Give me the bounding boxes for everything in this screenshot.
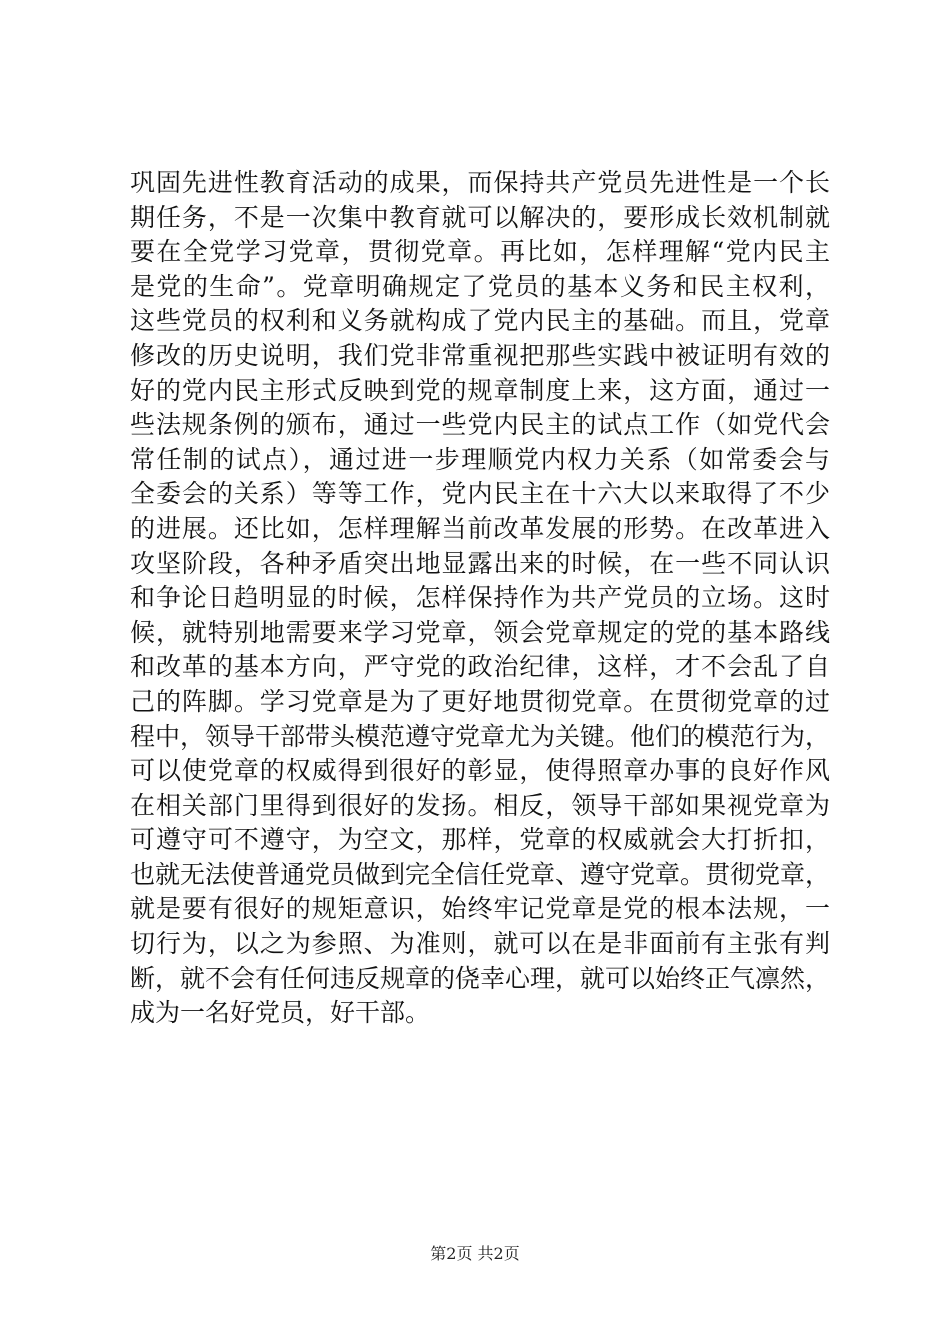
text-line: 巩固先进性教育活动的成果，而保持共产党员先进性是一个长 xyxy=(130,168,830,197)
page-number-footer: 第2页 共2页 xyxy=(430,1244,520,1263)
text-line: 程中，领导干部带头模范遵守党章尤为关键。他们的模范行为， xyxy=(130,721,831,751)
text-line: 是党的生命”。党章明确规定了党员的基本义务和民主权利， xyxy=(130,271,830,301)
text-line: 和争论日趋明显的时候，怎样保持作为共产党员的立场。这时 xyxy=(130,583,830,613)
text-line: 可以使党章的权威得到很好的彰显，使得照章办事的良好作风 xyxy=(130,756,830,786)
text-line: 切行为，以之为参照、为准则，就可以在是非面前有主张有判 xyxy=(130,929,830,959)
text-line: 断，就不会有任何违反规章的侥幸心理，就可以始终正气凛然， xyxy=(130,963,831,993)
text-line: 些法规条例的颁布，通过一些党内民主的试点工作（如党代会 xyxy=(130,410,830,440)
text-line: 期任务，不是一次集中教育就可以解决的，要形成长效机制就 xyxy=(130,202,830,232)
body-paragraph xyxy=(130,166,830,1031)
text-line: 常任制的试点），通过进一步理顺党内权力关系（如常委会与 xyxy=(130,444,830,474)
text-line: 也就无法使普通党员做到完全信任党章、遵守党章。贯彻党章， xyxy=(130,859,831,889)
text-line: 己的阵脚。学习党章是为了更好地贯彻党章。在贯彻党章的过 xyxy=(130,686,830,716)
text-line: 攻坚阶段，各种矛盾突出地显露出来的时候，在一些不同认识 xyxy=(130,548,830,578)
text-line: 修改的历史说明，我们党非常重视把那些实践中被证明有效的 xyxy=(130,340,830,370)
text-line: 好的党内民主形式反映到党的规章制度上来，这方面，通过一 xyxy=(130,375,830,405)
text-line: 的进展。还比如，怎样理解当前改革发展的形势。在改革进入 xyxy=(130,513,830,543)
text-line: 在相关部门里得到很好的发扬。相反，领导干部如果视党章为 xyxy=(130,790,830,820)
text-line: 全委会的关系）等等工作，党内民主在十六大以来取得了不少 xyxy=(130,479,830,509)
text-line: 可遵守可不遵守，为空文，那样，党章的权威就会大打折扣， xyxy=(130,825,830,855)
text-line: 和改革的基本方向，严守党的政治纪律，这样，才不会乱了自 xyxy=(130,652,830,682)
text-line: 这些党员的权利和义务就构成了党内民主的基础。而且，党章 xyxy=(130,306,830,336)
text-line: 就是要有很好的规矩意识，始终牢记党章是党的根本法规，一 xyxy=(130,894,830,924)
text-line: 候，就特别地需要来学习党章，领会党章规定的党的基本路线 xyxy=(130,617,830,647)
text-line: 成为一名好党员，好干部。 xyxy=(130,998,431,1028)
text-line: 要在全党学习党章，贯彻党章。再比如，怎样理解“党内民主 xyxy=(130,237,830,267)
